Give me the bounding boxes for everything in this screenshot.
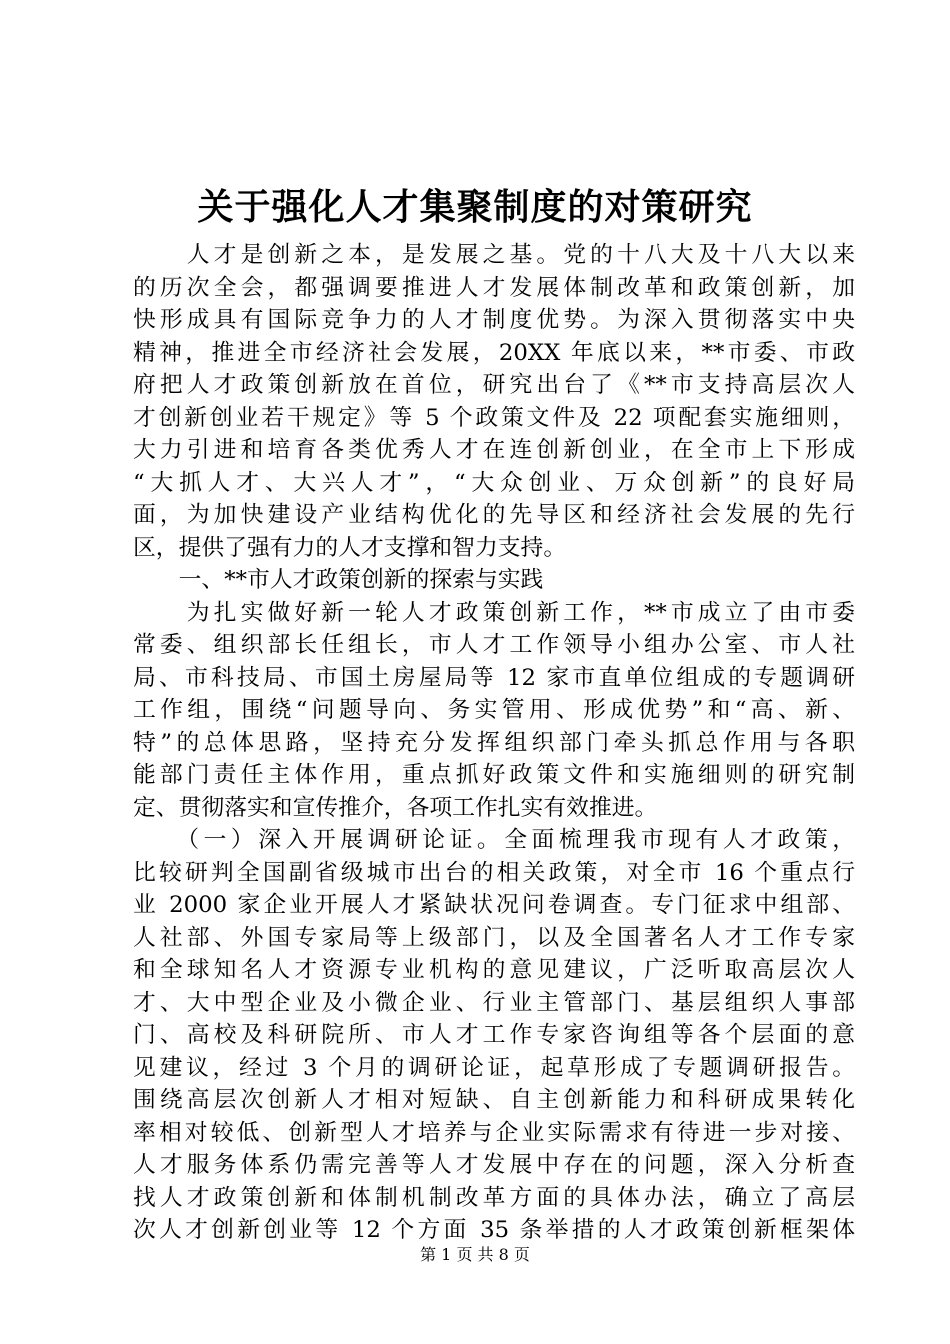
- paragraph-line: 见建议，经过 3 个月的调研论证，起草形成了专题调研报告。: [133, 1054, 855, 1081]
- paragraph-line: 次人才创新创业等 12 个方面 35 条举措的人才政策创新框架体: [133, 1217, 855, 1243]
- paragraph-line: 业 2000 家企业开展人才紧缺状况问卷调查。专门征求中组部、: [133, 892, 855, 918]
- paragraph-line: 府把人才政策创新放在首位，研究出台了《**市支持高层次人: [133, 372, 855, 398]
- paragraph-line: 才创新创业若干规定》等 5 个政策文件及 22 项配套实施细则，: [133, 404, 855, 431]
- paragraph-line: 人才是创新之本，是发展之基。党的十八大及十八大以来: [133, 242, 855, 268]
- paragraph-line: 能部门责任主体作用，重点抓好政策文件和实施细则的研究制: [133, 762, 855, 788]
- paragraph-line: “大抓人才、大兴人才”，“大众创业、万众创新”的良好局: [133, 469, 855, 496]
- paragraph-line: 面，为加快建设产业结构优化的先导区和经济社会发展的先行: [133, 502, 855, 528]
- paragraph-line: 区，提供了强有力的人才支撑和智力支持。: [133, 534, 567, 561]
- paragraph-line: 工作组，围绕“问题导向、务实管用、形成优势”和“高、新、: [133, 697, 855, 723]
- paragraph-line: 局、市科技局、市国土房屋局等 12 家市直单位组成的专题调研: [133, 664, 855, 691]
- paragraph-line: 精神，推进全市经济社会发展，20XX 年底以来，**市委、市政: [133, 339, 855, 366]
- paragraph-line: 常委、组织部长任组长，市人才工作领导小组办公室、市人社: [133, 632, 855, 658]
- document-title: 关于强化人才集聚制度的对策研究: [197, 186, 753, 228]
- paragraph-line: 围绕高层次创新人才相对短缺、自主创新能力和科研成果转化: [133, 1087, 855, 1113]
- section-heading: 一、**市人才政策创新的探索与实践: [133, 567, 544, 593]
- paragraph-line: 快形成具有国际竞争力的人才制度优势。为深入贯彻落实中央: [133, 307, 855, 333]
- paragraph-line: 和全球知名人才资源专业机构的意见建议，广泛听取高层次人: [133, 957, 855, 983]
- paragraph-line: 人才服务体系仍需完善等人才发展中存在的问题，深入分析查: [133, 1152, 855, 1178]
- paragraph-line: 率相对较低、创新型人才培养与企业实际需求有待进一步对接、: [133, 1119, 855, 1146]
- paragraph-line: 才、大中型企业及小微企业、行业主管部门、基层组织人事部: [133, 989, 855, 1016]
- paragraph-line: 人社部、外国专家局等上级部门，以及全国著名人才工作专家: [133, 924, 855, 951]
- paragraph-line: 特”的总体思路，坚持充分发挥组织部门牵头抓总作用与各职: [133, 729, 855, 756]
- paragraph-line: 大力引进和培育各类优秀人才在连创新创业，在全市上下形成: [133, 437, 855, 463]
- paragraph-line: 门、高校及科研院所、市人才工作专家咨询组等各个层面的意: [133, 1022, 855, 1048]
- document-body: [133, 239, 855, 1247]
- paragraph-line: 的历次全会，都强调要推进人才发展体制改革和政策创新，加: [133, 274, 855, 301]
- paragraph-line: 比较研判全国副省级城市出台的相关政策，对全市 16 个重点行: [133, 859, 855, 886]
- paragraph-line: 为扎实做好新一轮人才政策创新工作，**市成立了由市委: [133, 599, 855, 626]
- paragraph-line: 找人才政策创新和体制机制改革方面的具体办法，确立了高层: [133, 1184, 855, 1211]
- paragraph-line: （一）深入开展调研论证。全面梳理我市现有人才政策，: [133, 827, 855, 853]
- paragraph-line: 定、贯彻落实和宣传推介，各项工作扎实有效推进。: [133, 794, 658, 821]
- page-footer: 第 1 页 共 8 页: [420, 1245, 530, 1264]
